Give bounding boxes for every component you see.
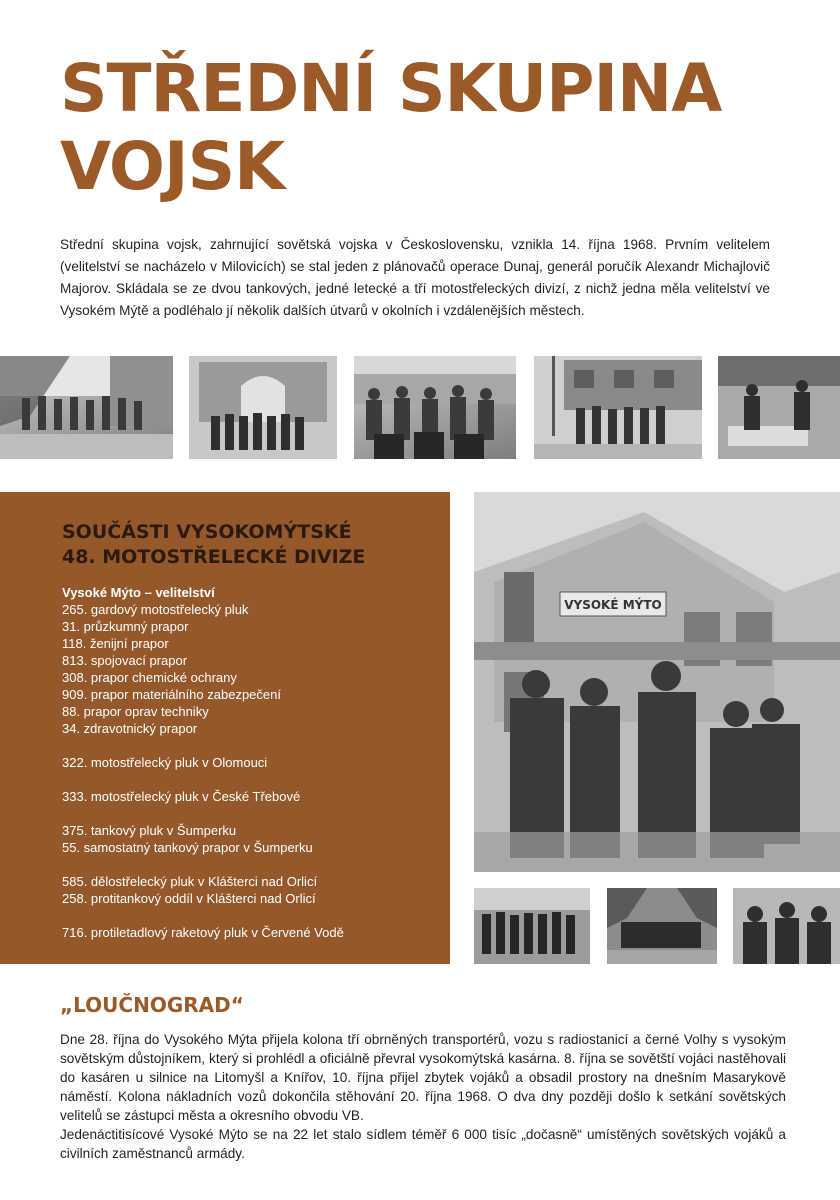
unit-item: 55. samostatný tankový prapor v Šumperku — [62, 840, 313, 855]
unit-gap — [62, 907, 442, 924]
unit-item: 813. spojovací prapor — [62, 653, 188, 668]
station-sign: VYSOKÉ MÝTO — [564, 598, 662, 612]
page-title-line2: VOJSK — [60, 128, 285, 205]
unit-item: 909. prapor materiálního zabezpečení — [62, 687, 281, 702]
unit-headquarters: Vysoké Mýto – velitelství — [62, 585, 215, 600]
section-heading: „LOUČNOGRAD“ — [60, 993, 244, 1017]
unit-gap — [62, 737, 442, 754]
photo-soldiers-at-gate — [189, 356, 337, 459]
unit-gap — [62, 856, 442, 873]
page-title-line1: STŘEDNÍ SKUPINA — [60, 50, 722, 127]
unit-item: 308. prapor chemické ochrany — [62, 670, 237, 685]
unit-gap — [62, 805, 442, 822]
components-heading-line1: SOUČÁSTI VYSOKOMÝTSKÉ — [62, 521, 352, 543]
intro-paragraph: Střední skupina vojsk, zahrnující sovětská vojska v Československu, vznikla 14. října 1968. Prvním velitelem (velitelství se nacházelo v Milovicích) se stal jeden z plánovačů operace Dunaj, generál poručík Alexandr Michajlovič Majorov. Skládala se ze dvou tankových, jedné letecké a tří motostřeleckých divizí, z nichž jedna měla velitelství ve Vysokém Mýtě a podléhalo jí několik dalších útvarů v okolních i vzdálenějších městech. — [60, 237, 770, 318]
photo-soldiers-group — [354, 356, 516, 459]
unit-item: 118. ženijní prapor — [62, 636, 169, 651]
unit-item: 258. protitankový oddíl v Klášterci nad Orlicí — [62, 891, 316, 906]
unit-item: 88. prapor oprav techniky — [62, 704, 209, 719]
photo-soldiers-at-station — [474, 492, 840, 872]
unit-item: 34. zdravotnický prapor — [62, 721, 198, 736]
photo-soldiers-working — [718, 356, 840, 459]
units-list — [62, 584, 442, 941]
components-heading-line2: 48. MOTOSTŘELECKÉ DIVIZE — [62, 546, 366, 568]
photo-soldiers-lineup — [607, 888, 717, 964]
unit-item: 585. dělostřelecký pluk v Klášterci nad Orlicí — [62, 874, 318, 889]
photo-soldiers-marching — [0, 356, 173, 459]
unit-item: 322. motostřelecký pluk v Olomouci — [62, 755, 268, 770]
components-heading — [62, 520, 442, 570]
page-title — [60, 50, 800, 206]
photo-soldiers-portrait — [733, 888, 840, 964]
unit-item: 375. tankový pluk v Šumperku — [62, 823, 237, 838]
unit-item: 333. motostřelecký pluk v České Třebové — [62, 789, 301, 804]
photo-soldiers-parade — [474, 888, 590, 964]
unit-item: 31. průzkumný prapor — [62, 619, 189, 634]
photo-soldiers-at-building — [534, 356, 702, 459]
unit-gap — [62, 771, 442, 788]
unit-item: 265. gardový motostřelecký pluk — [62, 602, 249, 617]
unit-item: 716. protiletadlový raketový pluk v Červené Vodě — [62, 925, 344, 940]
section-paragraph: Jedenáctitisícové Vysoké Mýto se na 22 let stalo sídlem téměř 6 000 tisíc „dočasně“ umístěných sovětských vojáků a civilních zaměstnanců armády. — [60, 1127, 786, 1161]
section-body — [60, 1030, 786, 1163]
section-paragraph: Dne 28. října do Vysokého Mýta přijela kolona tří obrněných transportérů, vozu s radiostanicí a černé Volhy s vysokým sovětským důstojníkem, který si prohlédl a oficiálně převral vysokomýtská kasárna. 8. října se sovětští vojáci nastěhovali do kasáren u silnice na Litomyšl a Knířov, 10. října přijel zbytek vojáků a obsadil prostory na dnešním Masarykově náměstí. Kolona nákladních vozů dokončila stěhování 20. října 1968. O dva dny později došlo k setkání sovětských velitelů se zástupci města a okresního obvodu VB. — [60, 1032, 786, 1123]
